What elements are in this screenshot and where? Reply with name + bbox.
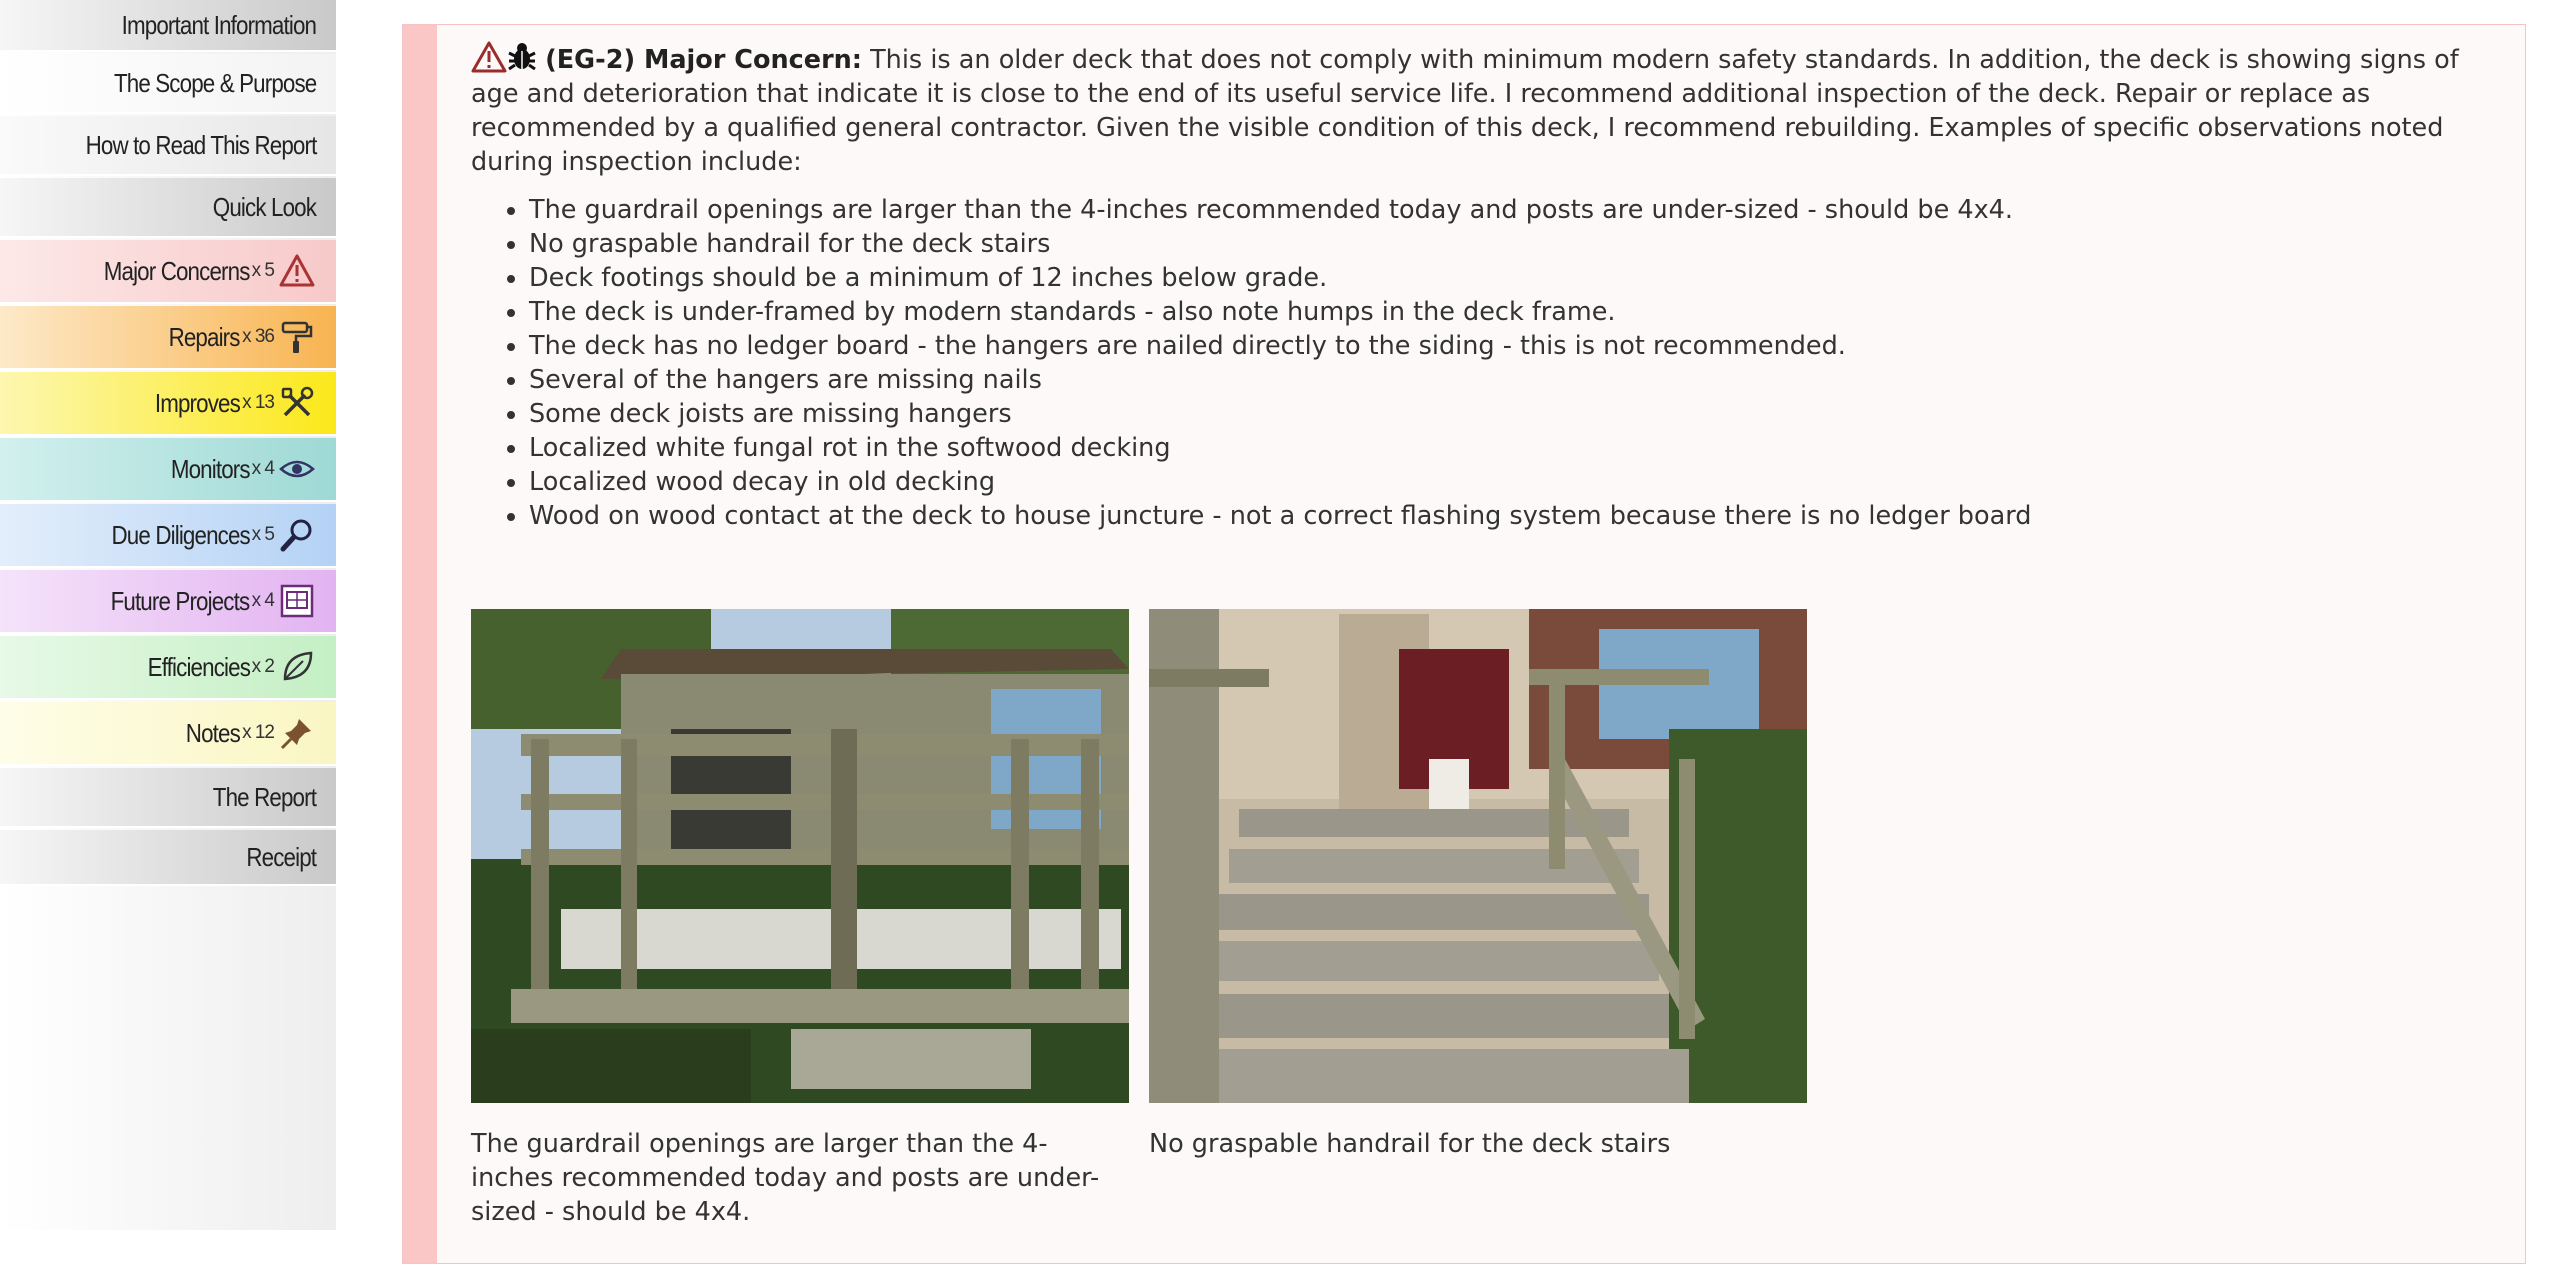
sidebar-item-label: Due Diligences [111,519,250,550]
sidebar-item-label: Repairs [169,321,241,352]
sidebar-item-label: Monitors [170,453,250,484]
deck-guardrail-photo[interactable] [471,609,1129,1103]
sidebar-item-major-concerns[interactable] [0,240,336,304]
sidebar-item-count: x 4 [251,590,274,611]
sidebar-item-scope-purpose[interactable] [0,54,336,114]
list-item: • Some deck joists are missing hangers [529,397,2481,431]
deck-stairs-photo[interactable] [1149,609,1807,1103]
paint-roller-icon [278,318,316,356]
observation-list [471,193,2481,533]
tools-icon [278,384,316,422]
sidebar-item-future-projects[interactable] [0,570,336,634]
sidebar-item-label: Quick Look [212,191,316,222]
photo-caption: The guardrail openings are larger than the 4-inches recommended today and posts are under-sized - should be 4x4. [471,1129,1100,1227]
sidebar-item-label: Improves [155,387,241,418]
sidebar-item-improves[interactable] [0,372,336,436]
sidebar-item-count: x 5 [251,260,274,281]
sidebar-item-due-diligences[interactable] [0,504,336,568]
blueprint-icon [278,582,316,620]
warning-triangle-icon [471,41,507,73]
pushpin-icon [278,714,316,752]
photo-card-stairs [1149,609,1807,1161]
concern-accent-bar [403,25,437,1263]
sidebar-item-quick-look[interactable] [0,178,336,238]
photo-card-guardrail [471,609,1129,1229]
concern-body: This is an older deck that does not comply with minimum modern safety standards. In addition, the deck is showing signs of age and deterioration that indicate it is close to the end of its useful service life. I recommend additional inspection of the deck. Repair or replace as recommended by a qualified general contractor. Given the visible condition of this deck, I recommend rebuilding. Examples of specific observations noted during inspection include: [471,45,2459,177]
photo-caption: No graspable handrail for the deck stairs [1149,1129,1671,1159]
sidebar-nav [0,0,336,1230]
sidebar-item-label: Notes [185,717,241,748]
sidebar-item-important-information[interactable] [0,0,336,52]
sidebar-item-count: x 13 [242,392,274,413]
list-item: • The guardrail openings are larger than the 4-inches recommended today and posts are under-sized - should be 4x4. [529,193,2481,227]
sidebar-item-label: The Scope & Purpose [113,67,316,98]
sidebar-item-label: The Report [212,781,316,812]
sidebar-item-repairs[interactable] [0,306,336,370]
warning-triangle-icon [278,252,316,290]
list-item: • Localized white fungal rot in the softwood decking [529,431,2481,465]
list-item: • No graspable handrail for the deck stairs [529,227,2481,261]
sidebar-item-label: Important Information [121,9,316,40]
list-item: • Deck footings should be a minimum of 12 inches below grade. [529,261,2481,295]
list-item: • Several of the hangers are missing nails [529,363,2481,397]
sidebar-item-notes[interactable] [0,702,336,766]
sidebar-item-label: How to Read This Report [85,129,316,160]
sidebar-item-count: x 4 [251,458,274,479]
list-item: • Wood on wood contact at the deck to house juncture - not a correct flashing system because there is no ledger board [529,499,2481,533]
sidebar-item-count: x 2 [251,656,274,677]
concern-heading: (EG-2) Major Concern: [545,45,862,75]
sidebar-item-label: Receipt [246,841,316,872]
sidebar-item-the-report[interactable] [0,768,336,828]
sidebar-item-label: Major Concerns [103,255,250,286]
sidebar-item-receipt[interactable] [0,830,336,886]
sidebar-item-label: Efficiencies [147,651,250,682]
leaf-icon [278,648,316,686]
list-item: • The deck is under-framed by modern standards - also note humps in the deck frame. [529,295,2481,329]
sidebar-item-count: x 12 [242,722,274,743]
sidebar-item-efficiencies[interactable] [0,636,336,700]
list-item: • The deck has no ledger board - the hangers are nailed directly to the siding - this is not recommended. [529,329,2481,363]
sidebar-item-count: x 36 [242,326,274,347]
sidebar-item-count: x 5 [251,524,274,545]
concern-content [471,41,2481,1227]
magnifier-icon [278,516,316,554]
sidebar-item-label: Future Projects [110,585,250,616]
bug-icon [507,41,537,73]
list-item: • Localized wood decay in old decking [529,465,2481,499]
eye-icon [278,450,316,488]
major-concern-panel [402,24,2526,1264]
concern-paragraph [471,41,2481,179]
sidebar-item-monitors[interactable] [0,438,336,502]
sidebar-item-how-to-read[interactable] [0,116,336,176]
